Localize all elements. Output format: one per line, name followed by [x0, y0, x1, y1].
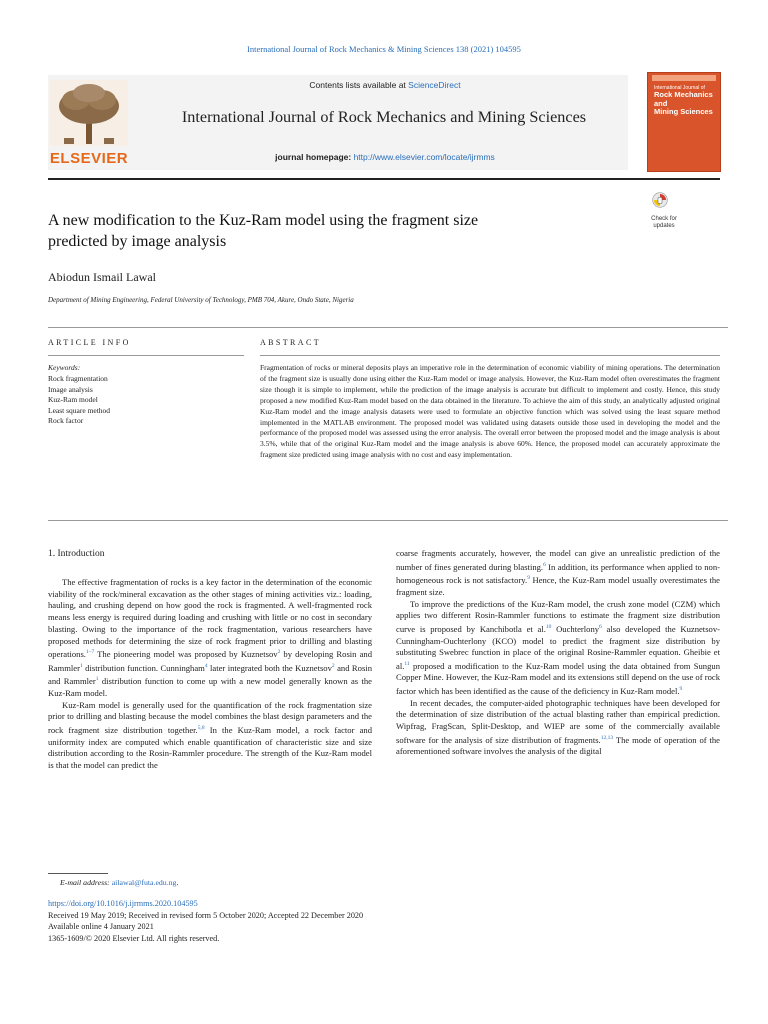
- text: by developing Rosin and Rammler: [48, 649, 372, 673]
- citation-ref[interactable]: 11: [404, 660, 410, 667]
- article-title-line: predicted by image analysis: [48, 233, 227, 250]
- paragraph: [48, 700, 372, 772]
- contents-prefix: Contents lists available at: [309, 80, 409, 90]
- email-link[interactable]: ailawal@futa.edu.ng: [111, 878, 177, 887]
- citation-ref[interactable]: 6: [599, 623, 602, 630]
- abstract-text: Fragmentation of rocks or mineral deposits plays an imperative role in the determination of economic viability of mining operations. The determination of the fragment size is usually done using either the Kuz-Ram model or image analysis. However, the Kuz-Ram model often overestimates the fragment size though it is simple to implement, while the prediction of the image analysis is accurate but difficult to implement and costly. Hence, this study proposed a new modified Kuz-Ram model based on the data obtained in the literature. To achieve the aim of this study, an analytically adjusted original Kuz-Ram model and the image analysis datasets were used to formulate an objective function which was solved using the least square method implemented in the MATLAB environment. The proposed model was validated using datasets outside those used in developing the model and the performance of the proposed model was assessed using the error analysis. The overall error between the proposed model and the image analysis is about 3.5%, while that of the original Kuz-Ram model and the image analysis is above 60%. Hence, the proposed model can accurately approximate the fragment size predicted using image analysis with no cost and easy implementation.: [260, 363, 720, 460]
- text: later integrated both the Kuznetsov: [207, 662, 332, 673]
- keyword: Rock fragmentation: [48, 374, 108, 383]
- citation-ref[interactable]: 9: [679, 686, 683, 693]
- sciencedirect-link[interactable]: ScienceDirect: [408, 80, 461, 90]
- email-label: E-mail address:: [60, 878, 112, 887]
- corresponding-email: [60, 878, 178, 887]
- citation-ref[interactable]: 6: [543, 561, 546, 568]
- citation-ref[interactable]: 2: [277, 649, 281, 656]
- email-suffix: .: [176, 878, 179, 887]
- text: also developed the Kuznetsov-Cunningham-Ouchterlony (KCO) model to predict the fragment size distribution by substituting Swebrec function in place of the original Rosine-Rammler equation. Gheibie et al.: [396, 623, 720, 671]
- text: coarse fragments accurately, however, the model can give an unrealistic prediction of the number of fines generated during blasting.: [396, 548, 720, 572]
- author-name[interactable]: Abiodun Ismail Lawal: [48, 270, 156, 284]
- text: Hence, the Kuz-Ram model usually overestimates the fragment size.: [396, 575, 720, 597]
- body-column-right: [396, 548, 720, 758]
- paragraph: [396, 548, 720, 599]
- citation-ref[interactable]: 1–7: [85, 649, 95, 656]
- received-dates: Received 19 May 2019; Received in revised form 5 October 2020; Accepted 22 December 2020: [48, 910, 364, 920]
- citation-ref[interactable]: 5,8: [197, 725, 205, 732]
- masthead-rule: [48, 178, 720, 180]
- citation-ref[interactable]: 1: [95, 676, 99, 683]
- abstract-heading: ABSTRACT: [260, 338, 321, 347]
- journal-homepage: [150, 152, 620, 162]
- text: Ouchterlony: [551, 623, 600, 634]
- text: Kuz-Ram model is generally used for the quantification of the rock fragmentation size prior to drilling and blasting because the model combines the blast design parameters and the rock fragment size distribution together.: [48, 699, 372, 735]
- citation-ref[interactable]: 9: [527, 575, 530, 582]
- keyword: Rock factor: [48, 416, 84, 426]
- citation-ref[interactable]: 1: [79, 662, 83, 669]
- running-header[interactable]: International Journal of Rock Mechanics & Mining Sciences 138 (2021) 104595: [247, 44, 521, 54]
- text: The effective fragmentation of rocks is a key factor in the determination of the economic viability of the rock/mineral excavation as the other stages of mining activities viz.: loading, hauling, and crushing depend on how good the rock is fragmented. A well-fragmented rock means less energy is required during loading and crushing with little or no cost in secondary blasting. Owing to the importance of the rock fragmentation, various researchers have proposed methods for determining the size of rock fragment prior to drilling and blasting operations.: [48, 577, 372, 660]
- text: proposed a modification to the Kuz-Ram model using the data obtained from Sungun Copper Mine. However, the Kuz-Ram model and its extensions still depend on the use of rock factor which has been identified as the cause of the deficiency in Kuz-Ram model.: [396, 660, 720, 697]
- homepage-link[interactable]: http://www.elsevier.com/locate/ijrmms: [353, 152, 495, 162]
- citation-ref[interactable]: 10: [545, 623, 552, 630]
- text: To improve the predictions of the Kuz-Ram model, the crush zone model (CZM) which applies two different Rosin-Rammler functions to estimate the fragment size distribution curve is proposed by Kanchibotla et al.: [396, 598, 720, 634]
- keywords-list: [48, 374, 110, 427]
- paragraph: [48, 577, 372, 700]
- text: The pioneering model was proposed by Kuznetsov: [94, 649, 278, 660]
- cover-line: Rock Mechanics: [654, 90, 713, 99]
- citation-ref[interactable]: 2: [331, 662, 335, 669]
- article-title: [48, 210, 628, 252]
- cover-line: and: [654, 98, 668, 108]
- available-online: Available online 4 January 2021: [48, 922, 154, 932]
- journal-title: International Journal of Rock Mechanics and Mining Sciences: [181, 108, 587, 126]
- keywords-label: Keywords:: [48, 363, 81, 372]
- check-for-updates-label[interactable]: Check for updates: [651, 216, 677, 229]
- article-info-heading: ARTICLE INFO: [48, 338, 131, 347]
- info-left-rule: [48, 355, 244, 356]
- info-right-rule: [260, 355, 720, 356]
- abstract-bottom-rule: [48, 520, 728, 521]
- check-for-updates-icon[interactable]: [652, 192, 676, 216]
- text: In recent decades, the computer-aided photographic techniques have been developed for the determination of size distribution of the actual blasting rather than empirical prediction. Wipfrag, FragScan, Split-Desktop, and WIEP are some of the commercially available software for the analysis of size distribution of fragments.: [396, 697, 720, 745]
- copyright: 1365-1609/© 2020 Elsevier Ltd. All rights reserved.: [48, 933, 220, 943]
- article-title-line: A new modification to the Kuz-Ram model using the fragment size: [48, 212, 479, 229]
- journal-cover[interactable]: [647, 72, 721, 172]
- body-column-left: [48, 577, 372, 772]
- text: distribution function to come up with a new model generally known as the Kuz-Ram model.: [48, 676, 372, 698]
- text: In addition, its performance when applied to non-homogeneous rock is not satisfactory.: [396, 561, 720, 586]
- text: The mode of operation of the aforementioned software involves the analysis of the digital: [396, 734, 720, 757]
- contents-line: [150, 80, 620, 90]
- section-heading-introduction: 1. Introduction: [48, 549, 105, 559]
- citation-ref[interactable]: 12,13: [600, 734, 614, 741]
- info-top-rule: [48, 327, 728, 328]
- doi-link[interactable]: https://doi.org/10.1016/j.ijrmms.2020.104595: [48, 899, 198, 908]
- keyword: Kuz-Ram model: [48, 395, 98, 405]
- publisher-wordmark: ELSEVIER: [49, 150, 129, 167]
- cover-line: Mining Sciences: [654, 107, 713, 116]
- paragraph: [396, 698, 720, 758]
- paragraph: [396, 599, 720, 698]
- cover-line: International Journal of: [654, 85, 705, 91]
- cover-stripe: [652, 75, 716, 81]
- keyword: Image analysis: [48, 384, 93, 394]
- text: distribution function. Cunningham: [82, 662, 205, 673]
- text: and Rosin and Rammler: [48, 662, 372, 687]
- cover-title: [654, 85, 716, 117]
- author-affiliation: Department of Mining Engineering, Federal University of Technology, PMB 704, Akure, Ondo State, Nigeria: [48, 296, 354, 304]
- homepage-label: journal homepage:: [275, 152, 354, 162]
- keyword: Least square method: [48, 405, 111, 415]
- citation-ref[interactable]: 4: [204, 662, 208, 669]
- text: In the Kuz-Ram model, a rock factor and uniformity index are computed which enable quantification of characteristic size and size distribution according to the Rosin-Rammler procedure. The strength of the Kuz-Ram model is that the model can predict the: [48, 724, 372, 770]
- footnote-rule: [48, 873, 108, 874]
- article-meta: [48, 898, 363, 944]
